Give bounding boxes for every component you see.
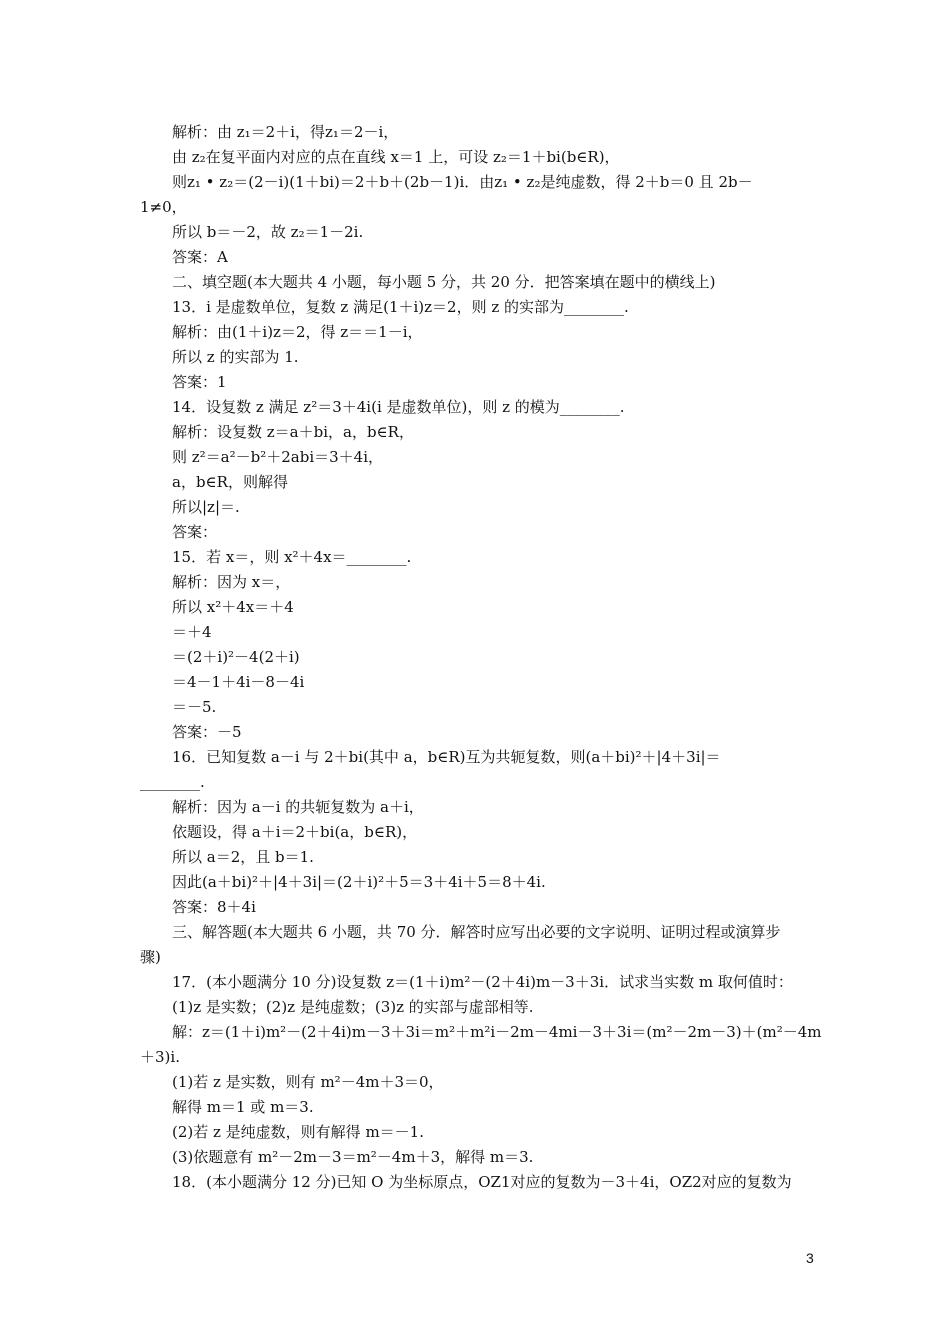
- text-line: 解析：由 z₁＝2＋i，得z₁＝2－i，: [172, 123, 399, 141]
- text-line: (1)若 z 是实数，则有 m²－4m＋3＝0，: [172, 1073, 444, 1091]
- question-line: 18．(本小题满分 12 分)已知 O 为坐标原点，OZ1对应的复数为－3＋4i，OZ2对应的复数为: [172, 1173, 792, 1191]
- text-line: 所以 x²＋4x＝＋4: [172, 598, 294, 616]
- text-line: (3)依题意有 m²－2m－3＝m²－4m＋3，解得 m＝3.: [172, 1148, 534, 1166]
- section-heading: 二、填空题(本大题共 4 小题，每小题 5 分，共 20 分．把答案填在题中的横线上): [172, 273, 716, 291]
- page-number: 3: [806, 1250, 814, 1266]
- text-line: 所以 a＝2，且 b＝1.: [172, 848, 314, 866]
- text-line: 因此(a＋bi)²＋|4＋3i|＝(2＋i)²＋5＝3＋4i＋5＝8＋4i.: [172, 873, 546, 891]
- text-line: 解析：由(1＋i)z＝2，得 z＝＝1－i，: [172, 323, 423, 341]
- question-line: 14．设复数 z 满足 z²＝3＋4i(i 是虚数单位)，则 z 的模为________.: [172, 398, 625, 416]
- text-line: (2)若 z 是纯虚数，则有解得 m＝－1.: [172, 1123, 424, 1141]
- answer-line: 答案：8＋4i: [172, 898, 256, 916]
- text-line: 骤): [140, 948, 161, 966]
- text-line: ＋3)i.: [140, 1048, 180, 1066]
- section-heading: 三、解答题(本大题共 6 小题，共 70 分．解答时应写出必要的文字说明、证明过程或演算步: [172, 923, 781, 941]
- question-line: 16．已知复数 a－i 与 2＋bi(其中 a，b∈R)互为共轭复数，则(a＋bi)²＋|4＋3i|＝: [172, 748, 721, 766]
- text-line: 由 z₂在复平面内对应的点在直线 x＝1 上，可设 z₂＝1＋bi(b∈R)，: [172, 148, 620, 166]
- text-line: 所以|z|＝.: [172, 498, 240, 516]
- text-line: ＝－5.: [172, 698, 217, 716]
- text-line: 所以 b＝－2，故 z₂＝1－2i.: [172, 223, 364, 241]
- answer-line: 答案：－5: [172, 723, 242, 741]
- text-line: 解得 m＝1 或 m＝3.: [172, 1098, 314, 1116]
- text-line: ＝(2＋i)²－4(2＋i): [172, 648, 300, 666]
- text-line: 所以 z 的实部为 1.: [172, 348, 299, 366]
- text-line: (1)z 是实数；(2)z 是纯虚数；(3)z 的实部与虚部相等.: [172, 998, 534, 1016]
- answer-line: 答案：1: [172, 373, 227, 391]
- answer-line: 答案：A: [172, 248, 228, 266]
- question-line: 13．i 是虚数单位，复数 z 满足(1＋i)z＝2，则 z 的实部为________.: [172, 298, 629, 316]
- text-line: 则z₁ • z₂＝(2－i)(1＋bi)＝2＋b＋(2b－1)i．由z₁ • z₂是纯虚数，得 2＋b＝0 且 2b－: [172, 173, 753, 191]
- text-line: 1≠0，: [140, 198, 187, 216]
- text-line: ＝4－1＋4i－8－4i: [172, 673, 305, 691]
- text-line: 解析：因为 a－i 的共轭复数为 a＋i，: [172, 798, 424, 816]
- text-line: ________.: [140, 773, 205, 791]
- text-line: 解析：因为 x＝，: [172, 573, 291, 591]
- answer-line: 答案：: [172, 523, 218, 541]
- text-line: 解：z＝(1＋i)m²－(2＋4i)m－3＋3i＝m²＋m²i－2m－4mi－3＋3i＝(m²－2m－3)＋(m²－4m: [172, 1023, 822, 1041]
- question-line: 15．若 x＝，则 x²＋4x＝________.: [172, 548, 412, 566]
- text-line: 解析：设复数 z＝a＋bi，a，b∈R，: [172, 423, 414, 441]
- text-line: 依题设，得 a＋i＝2＋bi(a，b∈R)，: [172, 823, 418, 841]
- text-line: a，b∈R，则解得: [172, 473, 288, 491]
- text-line: ＝＋4: [172, 623, 212, 641]
- text-line: 则 z²＝a²－b²＋2abi＝3＋4i，: [172, 448, 384, 466]
- question-line: 17．(本小题满分 10 分)设复数 z＝(1＋i)m²－(2＋4i)m－3＋3i．试求当实数 m 取何值时：: [172, 973, 793, 991]
